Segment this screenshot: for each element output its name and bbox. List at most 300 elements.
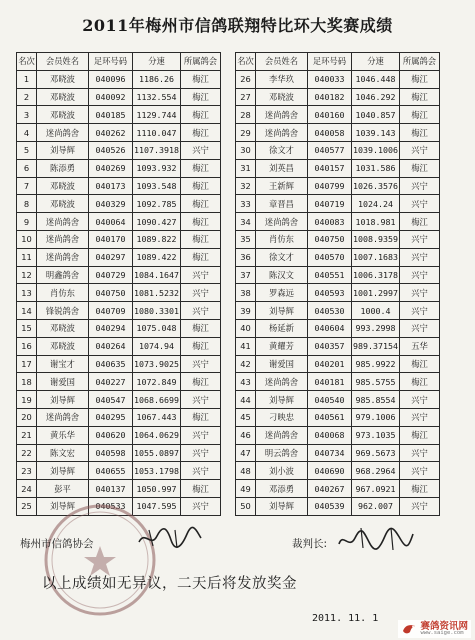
speed-cell: 1110.047 bbox=[133, 124, 181, 142]
club-cell: 五华 bbox=[400, 337, 440, 355]
speed-cell: 1018.981 bbox=[352, 213, 400, 231]
ring-number-cell: 040083 bbox=[308, 213, 352, 231]
member-name-cell: 黄乐华 bbox=[37, 426, 89, 444]
club-cell: 兴宁 bbox=[181, 462, 221, 480]
speed-cell: 1046.448 bbox=[352, 70, 400, 88]
club-cell: 梅江 bbox=[181, 230, 221, 248]
speed-cell: 1186.26 bbox=[133, 70, 181, 88]
club-cell: 梅江 bbox=[181, 70, 221, 88]
member-name-cell: 迷尚鸽舍 bbox=[256, 106, 308, 124]
rank-cell: 25 bbox=[17, 497, 37, 515]
member-name-cell: 刘导辉 bbox=[37, 141, 89, 159]
member-name-cell: 邓晓波 bbox=[37, 319, 89, 337]
ring-number-cell: 040551 bbox=[308, 266, 352, 284]
rank-cell: 1 bbox=[17, 70, 37, 88]
member-name-cell: 李华玖 bbox=[256, 70, 308, 88]
rank-cell: 48 bbox=[236, 462, 256, 480]
rank-cell: 38 bbox=[236, 284, 256, 302]
table-row bbox=[236, 195, 440, 213]
rank-cell: 8 bbox=[17, 195, 37, 213]
table-row bbox=[17, 106, 221, 124]
rank-cell: 28 bbox=[236, 106, 256, 124]
ring-number-cell: 040561 bbox=[308, 408, 352, 426]
member-name-cell: 杨延新 bbox=[256, 319, 308, 337]
club-cell: 梅江 bbox=[400, 213, 440, 231]
ring-number-cell: 040577 bbox=[308, 141, 352, 159]
club-cell: 梅江 bbox=[400, 426, 440, 444]
speed-cell: 1064.0629 bbox=[133, 426, 181, 444]
club-cell: 梅江 bbox=[400, 106, 440, 124]
ring-number-cell: 040264 bbox=[89, 337, 133, 355]
ring-number-cell: 040655 bbox=[89, 462, 133, 480]
club-cell: 梅江 bbox=[181, 124, 221, 142]
rank-cell: 15 bbox=[17, 319, 37, 337]
club-cell: 梅江 bbox=[181, 106, 221, 124]
watermark-url: www.saige.com bbox=[420, 630, 464, 636]
speed-cell: 985.9922 bbox=[352, 355, 400, 373]
club-cell: 兴宁 bbox=[181, 426, 221, 444]
ring-number-cell: 040530 bbox=[308, 302, 352, 320]
member-name-cell: 明鑫鸽舍 bbox=[37, 266, 89, 284]
rank-cell: 35 bbox=[236, 230, 256, 248]
ring-number-cell: 040540 bbox=[308, 391, 352, 409]
ring-number-cell: 040547 bbox=[89, 391, 133, 409]
member-name-cell: 肖仿东 bbox=[37, 284, 89, 302]
club-cell: 梅江 bbox=[181, 159, 221, 177]
rank-cell: 3 bbox=[17, 106, 37, 124]
speed-cell: 1107.3918 bbox=[133, 141, 181, 159]
member-name-cell: 徐文才 bbox=[256, 248, 308, 266]
member-name-cell: 章晋昌 bbox=[256, 195, 308, 213]
rank-cell: 42 bbox=[236, 355, 256, 373]
table-row bbox=[17, 426, 221, 444]
table-row bbox=[236, 408, 440, 426]
table-row bbox=[236, 141, 440, 159]
ring-number-cell: 040750 bbox=[308, 230, 352, 248]
chief-judge-label: 裁判长: bbox=[292, 538, 328, 550]
speed-cell: 989.37154 bbox=[352, 337, 400, 355]
ring-number-cell: 040068 bbox=[308, 426, 352, 444]
member-name-cell: 邓添勇 bbox=[256, 480, 308, 498]
member-name-cell: 邓晓波 bbox=[37, 70, 89, 88]
ring-number-cell: 040570 bbox=[308, 248, 352, 266]
header-rank: 名次 bbox=[236, 53, 256, 71]
speed-cell: 1006.3178 bbox=[352, 266, 400, 284]
speed-cell: 1024.24 bbox=[352, 195, 400, 213]
speed-cell: 973.1035 bbox=[352, 426, 400, 444]
speed-cell: 985.5755 bbox=[352, 373, 400, 391]
table-row bbox=[236, 88, 440, 106]
table-row bbox=[236, 124, 440, 142]
speed-cell: 1072.849 bbox=[133, 373, 181, 391]
table-row bbox=[236, 444, 440, 462]
ring-number-cell: 040799 bbox=[308, 177, 352, 195]
site-watermark bbox=[398, 620, 471, 638]
rank-cell: 24 bbox=[17, 480, 37, 498]
speed-cell: 1055.0897 bbox=[133, 444, 181, 462]
club-cell: 梅江 bbox=[400, 124, 440, 142]
club-cell: 兴宁 bbox=[400, 497, 440, 515]
table-row bbox=[236, 177, 440, 195]
ring-number-cell: 040539 bbox=[308, 497, 352, 515]
rank-cell: 41 bbox=[236, 337, 256, 355]
member-name-cell: 迷尚鸽舍 bbox=[37, 248, 89, 266]
club-cell: 兴宁 bbox=[181, 266, 221, 284]
rank-cell: 39 bbox=[236, 302, 256, 320]
rank-cell: 37 bbox=[236, 266, 256, 284]
club-cell: 兴宁 bbox=[181, 302, 221, 320]
club-cell: 梅江 bbox=[400, 373, 440, 391]
member-name-cell: 黄耀芳 bbox=[256, 337, 308, 355]
ring-number-cell: 040719 bbox=[308, 195, 352, 213]
club-cell: 兴宁 bbox=[400, 302, 440, 320]
ring-number-cell: 040096 bbox=[89, 70, 133, 88]
speed-cell: 1053.1798 bbox=[133, 462, 181, 480]
pigeon-logo-icon bbox=[401, 621, 417, 637]
rank-cell: 27 bbox=[236, 88, 256, 106]
speed-cell: 1129.744 bbox=[133, 106, 181, 124]
ring-number-cell: 040227 bbox=[89, 373, 133, 391]
association-seal-stamp bbox=[40, 500, 160, 620]
rank-cell: 26 bbox=[236, 70, 256, 88]
table-row bbox=[17, 70, 221, 88]
ring-number-cell: 040262 bbox=[89, 124, 133, 142]
rank-cell: 16 bbox=[17, 337, 37, 355]
chief-judge-signature bbox=[335, 524, 415, 554]
table-row bbox=[236, 248, 440, 266]
table-row bbox=[236, 70, 440, 88]
club-cell: 梅江 bbox=[400, 355, 440, 373]
speed-cell: 1047.595 bbox=[133, 497, 181, 515]
rank-cell: 49 bbox=[236, 480, 256, 498]
club-cell: 兴宁 bbox=[181, 355, 221, 373]
table-row bbox=[17, 266, 221, 284]
speed-cell: 1132.554 bbox=[133, 88, 181, 106]
header-member-name: 会员姓名 bbox=[256, 53, 308, 71]
speed-cell: 1081.5232 bbox=[133, 284, 181, 302]
table-row bbox=[236, 159, 440, 177]
speed-cell: 1073.9025 bbox=[133, 355, 181, 373]
member-name-cell: 邓晓波 bbox=[256, 88, 308, 106]
table-row bbox=[17, 355, 221, 373]
rank-cell: 13 bbox=[17, 284, 37, 302]
ring-number-cell: 040157 bbox=[308, 159, 352, 177]
results-table-right bbox=[235, 52, 440, 516]
speed-cell: 968.2964 bbox=[352, 462, 400, 480]
club-cell: 兴宁 bbox=[400, 248, 440, 266]
club-cell: 梅江 bbox=[181, 248, 221, 266]
table-header-row bbox=[17, 53, 221, 71]
ring-number-cell: 040526 bbox=[89, 141, 133, 159]
club-cell: 梅江 bbox=[181, 195, 221, 213]
ring-number-cell: 040269 bbox=[89, 159, 133, 177]
speed-cell: 1089.422 bbox=[133, 248, 181, 266]
club-cell: 梅江 bbox=[400, 70, 440, 88]
ring-number-cell: 040329 bbox=[89, 195, 133, 213]
member-name-cell: 邓晓波 bbox=[37, 88, 89, 106]
table-row bbox=[236, 319, 440, 337]
club-cell: 梅江 bbox=[181, 480, 221, 498]
table-row bbox=[17, 444, 221, 462]
member-name-cell: 迷尚鸽舍 bbox=[256, 426, 308, 444]
header-ring-number: 足环号码 bbox=[89, 53, 133, 71]
speed-cell: 1001.2997 bbox=[352, 284, 400, 302]
ring-number-cell: 040593 bbox=[308, 284, 352, 302]
rank-cell: 5 bbox=[17, 141, 37, 159]
rank-cell: 43 bbox=[236, 373, 256, 391]
club-cell: 梅江 bbox=[181, 408, 221, 426]
club-cell: 兴宁 bbox=[181, 284, 221, 302]
table-row bbox=[236, 106, 440, 124]
notice-text: 以上成绩如无异议，二天后将发放奖金 bbox=[42, 576, 297, 592]
member-name-cell: 罗森远 bbox=[256, 284, 308, 302]
club-cell: 兴宁 bbox=[400, 141, 440, 159]
speed-cell: 1067.443 bbox=[133, 408, 181, 426]
table-row bbox=[236, 266, 440, 284]
rank-cell: 34 bbox=[236, 213, 256, 231]
rank-cell: 19 bbox=[17, 391, 37, 409]
ring-number-cell: 040734 bbox=[308, 444, 352, 462]
member-name-cell: 迷尚鸽舍 bbox=[37, 213, 89, 231]
table-row bbox=[236, 213, 440, 231]
member-name-cell: 徐文才 bbox=[256, 141, 308, 159]
table-row bbox=[17, 480, 221, 498]
table-row bbox=[17, 141, 221, 159]
rank-cell: 11 bbox=[17, 248, 37, 266]
ring-number-cell: 040533 bbox=[89, 497, 133, 515]
member-name-cell: 陈汉文 bbox=[256, 266, 308, 284]
ring-number-cell: 040064 bbox=[89, 213, 133, 231]
table-row bbox=[236, 497, 440, 515]
watermark-site-name: 赛鸽资讯网 bbox=[420, 620, 468, 632]
club-cell: 梅江 bbox=[400, 88, 440, 106]
club-cell: 梅江 bbox=[181, 373, 221, 391]
table-row bbox=[17, 159, 221, 177]
header-ring-number: 足环号码 bbox=[308, 53, 352, 71]
member-name-cell: 彭平 bbox=[37, 480, 89, 498]
header-member-name: 会员姓名 bbox=[37, 53, 89, 71]
ring-number-cell: 040635 bbox=[89, 355, 133, 373]
table-row bbox=[17, 391, 221, 409]
club-cell: 兴宁 bbox=[181, 391, 221, 409]
table-row bbox=[17, 373, 221, 391]
club-cell: 兴宁 bbox=[400, 177, 440, 195]
ring-number-cell: 040357 bbox=[308, 337, 352, 355]
speed-cell: 1084.1647 bbox=[133, 266, 181, 284]
speed-cell: 1007.1683 bbox=[352, 248, 400, 266]
speed-cell: 962.007 bbox=[352, 497, 400, 515]
header-speed: 分速 bbox=[352, 53, 400, 71]
ring-number-cell: 040185 bbox=[89, 106, 133, 124]
rank-cell: 4 bbox=[17, 124, 37, 142]
table-row bbox=[17, 248, 221, 266]
table-row bbox=[17, 177, 221, 195]
speed-cell: 1089.822 bbox=[133, 230, 181, 248]
ring-number-cell: 040709 bbox=[89, 302, 133, 320]
rank-cell: 33 bbox=[236, 195, 256, 213]
header-club: 所属鸽会 bbox=[181, 53, 221, 71]
ring-number-cell: 040620 bbox=[89, 426, 133, 444]
club-cell: 梅江 bbox=[400, 480, 440, 498]
table-row bbox=[236, 480, 440, 498]
member-name-cell: 陈添勇 bbox=[37, 159, 89, 177]
ring-number-cell: 040750 bbox=[89, 284, 133, 302]
speed-cell: 1000.4 bbox=[352, 302, 400, 320]
header-club: 所属鸽会 bbox=[400, 53, 440, 71]
club-cell: 梅江 bbox=[400, 159, 440, 177]
club-cell: 梅江 bbox=[181, 177, 221, 195]
header-speed: 分速 bbox=[133, 53, 181, 71]
rank-cell: 18 bbox=[17, 373, 37, 391]
organization-signature bbox=[135, 524, 205, 552]
speed-cell: 1031.586 bbox=[352, 159, 400, 177]
ring-number-cell: 040160 bbox=[308, 106, 352, 124]
table-row bbox=[236, 391, 440, 409]
club-cell: 梅江 bbox=[181, 88, 221, 106]
rank-cell: 12 bbox=[17, 266, 37, 284]
member-name-cell: 迷尚鸽舍 bbox=[256, 213, 308, 231]
rank-cell: 2 bbox=[17, 88, 37, 106]
club-cell: 兴宁 bbox=[181, 497, 221, 515]
ring-number-cell: 040137 bbox=[89, 480, 133, 498]
member-name-cell: 明云鸽舍 bbox=[256, 444, 308, 462]
rank-cell: 21 bbox=[17, 426, 37, 444]
table-row bbox=[17, 337, 221, 355]
member-name-cell: 邓晓波 bbox=[37, 106, 89, 124]
speed-cell: 1080.3301 bbox=[133, 302, 181, 320]
ring-number-cell: 040181 bbox=[308, 373, 352, 391]
speed-cell: 1008.9359 bbox=[352, 230, 400, 248]
table-row bbox=[236, 337, 440, 355]
table-row bbox=[236, 355, 440, 373]
ring-number-cell: 040092 bbox=[89, 88, 133, 106]
rank-cell: 36 bbox=[236, 248, 256, 266]
club-cell: 梅江 bbox=[181, 337, 221, 355]
rank-cell: 46 bbox=[236, 426, 256, 444]
member-name-cell: 迷尚鸽舍 bbox=[256, 124, 308, 142]
ring-number-cell: 040690 bbox=[308, 462, 352, 480]
member-name-cell: 谢爱国 bbox=[37, 373, 89, 391]
organization-name: 梅州市信鸽协会 bbox=[20, 538, 94, 550]
speed-cell: 1039.143 bbox=[352, 124, 400, 142]
rank-cell: 50 bbox=[236, 497, 256, 515]
table-row bbox=[17, 462, 221, 480]
member-name-cell: 锋锐鸽舍 bbox=[37, 302, 89, 320]
speed-cell: 1075.048 bbox=[133, 319, 181, 337]
member-name-cell: 刘导辉 bbox=[256, 391, 308, 409]
speed-cell: 969.5673 bbox=[352, 444, 400, 462]
member-name-cell: 刘小波 bbox=[256, 462, 308, 480]
rank-cell: 9 bbox=[17, 213, 37, 231]
speed-cell: 1026.3576 bbox=[352, 177, 400, 195]
table-row bbox=[236, 284, 440, 302]
club-cell: 兴宁 bbox=[181, 444, 221, 462]
table-row bbox=[17, 284, 221, 302]
club-cell: 兴宁 bbox=[400, 408, 440, 426]
club-cell: 兴宁 bbox=[400, 319, 440, 337]
club-cell: 兴宁 bbox=[400, 266, 440, 284]
member-name-cell: 谢宝才 bbox=[37, 355, 89, 373]
speed-cell: 1092.785 bbox=[133, 195, 181, 213]
ring-number-cell: 040604 bbox=[308, 319, 352, 337]
club-cell: 兴宁 bbox=[400, 230, 440, 248]
member-name-cell: 迷尚鸽舍 bbox=[37, 408, 89, 426]
club-cell: 兴宁 bbox=[181, 141, 221, 159]
document-date: 2011. 11. 1 bbox=[312, 613, 379, 624]
member-name-cell: 邓晓波 bbox=[37, 177, 89, 195]
header-rank: 名次 bbox=[17, 53, 37, 71]
member-name-cell: 刘导辉 bbox=[37, 391, 89, 409]
document-title: 2011年梅州市信鸽联翔特比环大奖赛成绩 bbox=[82, 16, 393, 35]
club-cell: 兴宁 bbox=[400, 284, 440, 302]
rank-cell: 45 bbox=[236, 408, 256, 426]
member-name-cell: 陈文宏 bbox=[37, 444, 89, 462]
speed-cell: 1093.932 bbox=[133, 159, 181, 177]
member-name-cell: 刘导辉 bbox=[256, 497, 308, 515]
table-header-row bbox=[236, 53, 440, 71]
speed-cell: 1039.1006 bbox=[352, 141, 400, 159]
member-name-cell: 刘导辉 bbox=[37, 497, 89, 515]
member-name-cell: 迷尚鸽舍 bbox=[37, 124, 89, 142]
ring-number-cell: 040295 bbox=[89, 408, 133, 426]
club-cell: 兴宁 bbox=[400, 391, 440, 409]
speed-cell: 1068.6699 bbox=[133, 391, 181, 409]
speed-cell: 1090.427 bbox=[133, 213, 181, 231]
club-cell: 兴宁 bbox=[400, 462, 440, 480]
ring-number-cell: 040173 bbox=[89, 177, 133, 195]
ring-number-cell: 040182 bbox=[308, 88, 352, 106]
rank-cell: 20 bbox=[17, 408, 37, 426]
rank-cell: 23 bbox=[17, 462, 37, 480]
speed-cell: 1093.548 bbox=[133, 177, 181, 195]
table-row bbox=[17, 213, 221, 231]
member-name-cell: 迷尚鸽舍 bbox=[256, 373, 308, 391]
ring-number-cell: 040201 bbox=[308, 355, 352, 373]
member-name-cell: 谢爱国 bbox=[256, 355, 308, 373]
rank-cell: 22 bbox=[17, 444, 37, 462]
speed-cell: 993.2998 bbox=[352, 319, 400, 337]
speed-cell: 1046.292 bbox=[352, 88, 400, 106]
speed-cell: 1050.997 bbox=[133, 480, 181, 498]
member-name-cell: 邓晓波 bbox=[37, 337, 89, 355]
table-row bbox=[236, 426, 440, 444]
rank-cell: 32 bbox=[236, 177, 256, 195]
rank-cell: 40 bbox=[236, 319, 256, 337]
ring-number-cell: 040033 bbox=[308, 70, 352, 88]
rank-cell: 7 bbox=[17, 177, 37, 195]
member-name-cell: 刘导辉 bbox=[37, 462, 89, 480]
rank-cell: 47 bbox=[236, 444, 256, 462]
table-row bbox=[17, 195, 221, 213]
table-row bbox=[236, 462, 440, 480]
rank-cell: 30 bbox=[236, 141, 256, 159]
table-row bbox=[17, 319, 221, 337]
ring-number-cell: 040170 bbox=[89, 230, 133, 248]
rank-cell: 14 bbox=[17, 302, 37, 320]
speed-cell: 985.8554 bbox=[352, 391, 400, 409]
member-name-cell: 迷尚鸽舍 bbox=[37, 230, 89, 248]
table-row bbox=[17, 88, 221, 106]
member-name-cell: 邓晓波 bbox=[37, 195, 89, 213]
speed-cell: 1074.94 bbox=[133, 337, 181, 355]
results-table-left bbox=[16, 52, 221, 516]
table-row bbox=[236, 230, 440, 248]
rank-cell: 29 bbox=[236, 124, 256, 142]
ring-number-cell: 040297 bbox=[89, 248, 133, 266]
table-row bbox=[236, 302, 440, 320]
speed-cell: 967.0921 bbox=[352, 480, 400, 498]
ring-number-cell: 040267 bbox=[308, 480, 352, 498]
